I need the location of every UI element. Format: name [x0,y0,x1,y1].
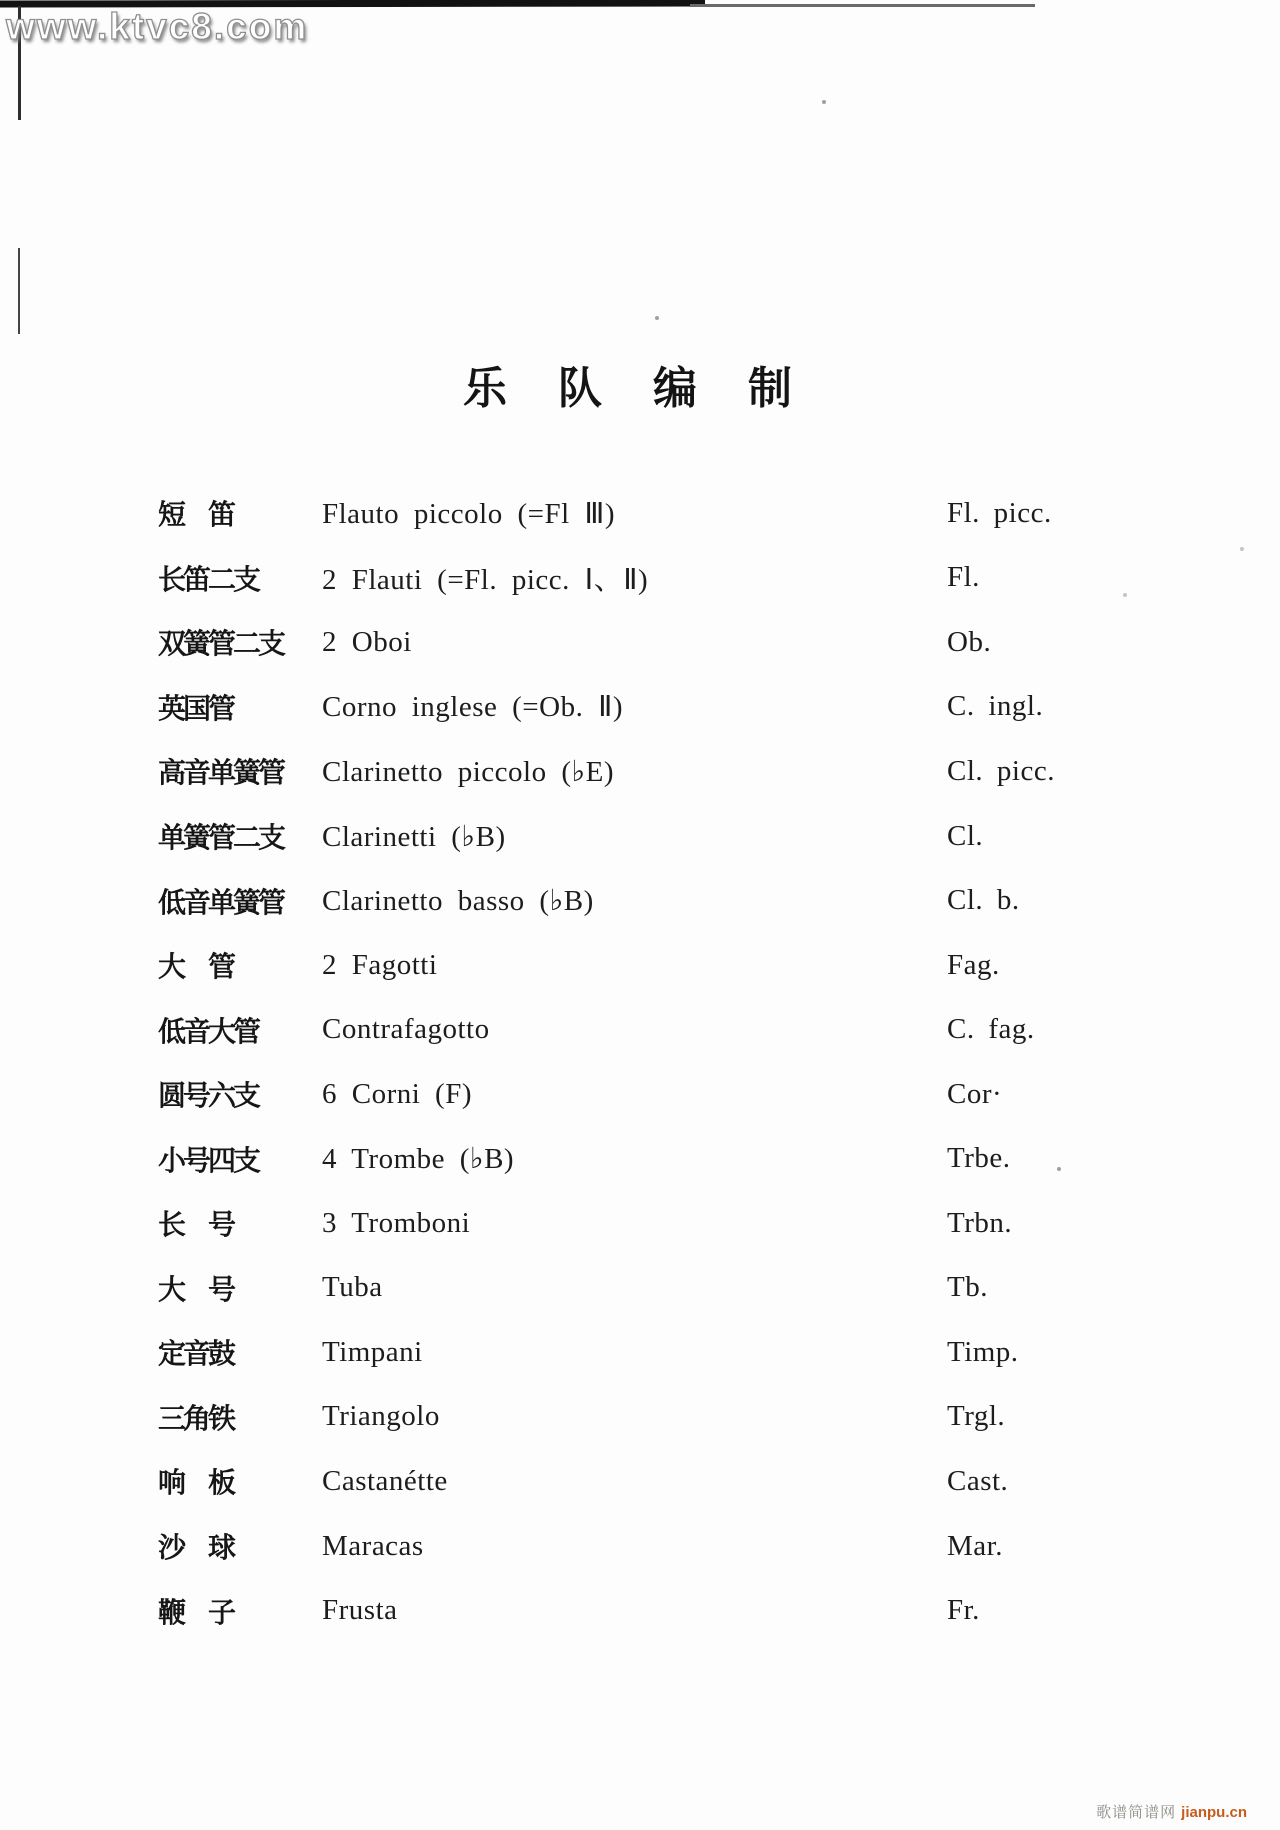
watermark-ktvc8: www.ktvc8.com [6,6,309,47]
instrument-name-chinese: 单簧管二支 [158,822,284,853]
instrument-name-chinese: 三角铁 [158,1402,234,1434]
instrument-row [158,675,1158,740]
instrument-row [158,997,1158,1062]
instrument-name-chinese: 响 板 [158,1467,234,1499]
instrument-name-italian: 6 Corni (F) [322,1077,472,1110]
instrument-abbreviation: C. fag. [947,1013,1035,1046]
instrument-name-chinese: 沙 球 [158,1532,234,1564]
instrument-abbreviation: Cast. [947,1464,1009,1497]
instrument-abbreviation: C. ingl. [947,690,1044,723]
instrument-row [158,1126,1158,1191]
instrument-name-italian: Clarinetti (♭B) [322,820,506,853]
instrument-row [158,1449,1158,1514]
instrument-row [158,804,1158,869]
scan-speck [655,316,659,320]
instrument-name-chinese: 高音单簧管 [158,757,284,789]
instrument-row [158,610,1158,675]
instrument-name-chinese: 短 笛 [158,499,234,531]
instrument-name-italian: 2 Fagotti [322,948,438,981]
instrument-name-italian: Triangolo [322,1400,440,1433]
scan-edge-artifact-top-tail [690,4,1035,7]
watermark-site-url: jianpu.cn [1181,1804,1247,1821]
instrument-row [158,1320,1158,1385]
instrument-abbreviation: Fl. [947,561,980,594]
instrument-abbreviation: Cl. picc. [947,754,1055,787]
instrument-name-italian: 2 Flauti (=Fl. picc. Ⅰ、Ⅱ) [322,564,649,597]
instrument-abbreviation: Cl. [947,819,984,852]
instrument-row [158,868,1158,933]
instrument-name-italian: 4 Trombe (♭B) [322,1143,515,1176]
instrument-row [158,1385,1158,1450]
instrument-name-chinese: 低音单簧管 [158,886,284,918]
scan-speck [1240,547,1244,551]
instrument-name-chinese: 英国管 [158,692,234,724]
instrument-name-chinese: 小号四支 [158,1144,259,1176]
instrument-name-italian: 2 Oboi [322,625,412,658]
instrument-name-italian: 3 Tromboni [322,1206,471,1239]
watermark-site-name: 歌谱简谱网 [1096,1804,1177,1821]
instrument-name-italian: Contrafagotto [322,1013,490,1046]
instrument-name-italian: Flauto piccolo (=Fl Ⅲ) [322,497,616,530]
instrument-name-chinese: 鞭 子 [158,1596,234,1628]
instrument-name-italian: Timpani [322,1335,423,1368]
instrument-abbreviation: Fag. [947,948,1000,981]
instrument-abbreviation: Timp. [947,1335,1019,1368]
instrument-name-chinese: 长 号 [158,1209,234,1241]
instrument-row [158,546,1158,611]
instrument-name-italian: Maracas [322,1529,424,1562]
instrument-name-chinese: 定音鼓 [158,1338,234,1370]
instrument-name-chinese: 大 管 [158,951,234,983]
instrument-name-italian: Tuba [322,1271,383,1304]
instrument-row [158,1256,1158,1321]
instrument-abbreviation: Fl. picc. [947,496,1052,529]
watermark-jianpu [1096,1801,1247,1822]
scan-speck [822,100,826,104]
instrument-row [158,481,1158,546]
instrument-row [158,1578,1158,1643]
instrument-row [158,739,1158,804]
instrument-row [158,1514,1158,1579]
instrument-name-italian: Frusta [322,1594,398,1627]
page-title: 乐队编制 [463,364,843,413]
instrument-row [158,1062,1158,1127]
instrument-abbreviation: Trbe. [947,1142,1011,1175]
instrument-abbreviation: Tb. [947,1271,988,1304]
instrument-abbreviation: Cor· [947,1077,1003,1110]
scan-edge-artifact-left [18,248,20,334]
instrument-name-italian: Clarinetto piccolo (♭E) [322,755,615,788]
instrument-table [158,481,1158,1643]
instrument-abbreviation: Ob. [947,625,992,658]
instrument-abbreviation: Cl. b. [947,884,1020,917]
instrument-name-chinese: 圆号六支 [158,1080,259,1112]
instrument-name-chinese: 长笛二支 [158,563,259,595]
instrument-name-chinese: 双簧管二支 [158,628,284,660]
instrument-abbreviation: Trgl. [947,1400,1006,1433]
instrument-name-chinese: 低音大管 [158,1015,259,1047]
instrument-name-italian: Corno inglese (=Ob. Ⅱ) [322,691,624,724]
instrument-name-italian: Castanétte [322,1464,448,1497]
instrument-row [158,933,1158,998]
instrument-name-chinese: 大 号 [158,1273,234,1305]
instrument-abbreviation: Trbn. [947,1206,1013,1239]
instrument-row [158,1191,1158,1256]
instrument-abbreviation: Mar. [947,1529,1003,1562]
instrument-name-italian: Clarinetto basso (♭B) [322,885,594,918]
instrument-abbreviation: Fr. [947,1594,980,1627]
